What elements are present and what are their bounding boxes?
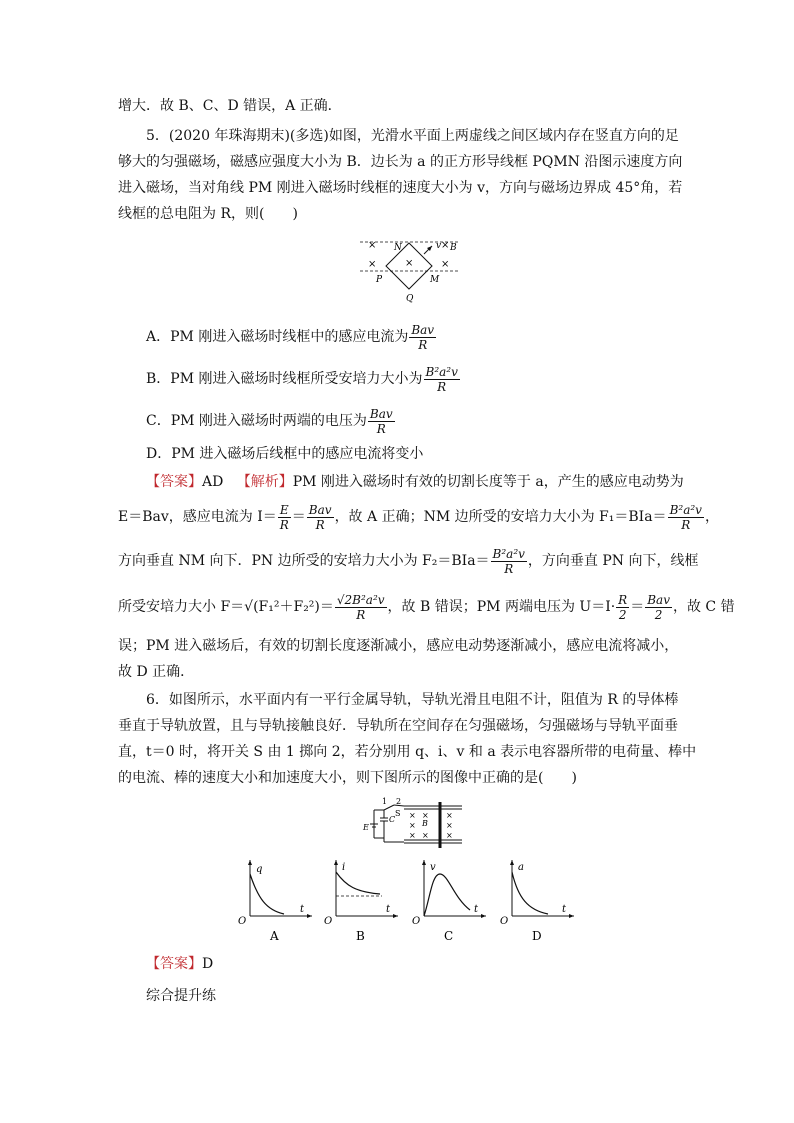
q5-analysis-line5: 误；PM 进入磁场后，有效的切割长度逐渐减小，感应电动势逐渐减小，感应电流将减小， bbox=[118, 638, 679, 654]
q5-fc-num: Bav bbox=[369, 406, 393, 421]
q6-circuit-cross-4: × bbox=[409, 821, 416, 830]
q6-graph-a-origin: O bbox=[238, 916, 247, 927]
q6-line4: 的电流、棒的速度大小和加速度大小，则下图所示的图像中正确的是( ) bbox=[118, 770, 577, 786]
q5-fig-label-n: N bbox=[394, 243, 402, 253]
q6-circuit-label-b: B bbox=[422, 819, 428, 828]
q6-graph-c bbox=[410, 858, 490, 942]
q5-answer: AD bbox=[202, 474, 224, 490]
q5-option-b-fraction bbox=[424, 365, 460, 394]
q5-fig-cross-2: × bbox=[368, 259, 377, 270]
intro-line: 增大．故 B、C、D 错误，A 正确． bbox=[118, 98, 342, 114]
q5-fa-den: R bbox=[418, 337, 428, 352]
q5-option-a bbox=[146, 320, 437, 354]
q5-option-b bbox=[146, 362, 461, 396]
q5-fig-cross-4: × bbox=[441, 240, 450, 251]
q5-f-b2a2v-r-1-num: B²a²v bbox=[669, 502, 702, 517]
q6-graph-a bbox=[236, 858, 316, 942]
q6-graph-d-origin: O bbox=[500, 916, 509, 927]
q5-f-sqrt bbox=[335, 593, 387, 622]
q5-a4d: ，故 C 错 bbox=[672, 599, 735, 615]
q5-answer-label: 【答案】 bbox=[146, 474, 202, 490]
q5-f-bav-r-num: Bav bbox=[308, 502, 332, 517]
q6-line3: 直，t＝0 时，将开关 S 由 1 掷向 2，若分别用 q、i、v 和 a 表示电容器所带的电荷量、棒中 bbox=[118, 744, 697, 760]
q5-f-r-2-num: R bbox=[618, 592, 628, 607]
q5-fig-cross-5: × bbox=[441, 259, 450, 270]
q6-line2: 垂直于导轨放置，且与导轨接触良好．导轨所在空间存在匀强磁场，匀强磁场与导轨平面垂 bbox=[118, 718, 678, 734]
q5-f-b2a2v-r-1-den: R bbox=[681, 517, 691, 532]
q6-line1: 6．如图所示，水平面内有一平行金属导轨，导轨光滑且电阻不计，阻值为 R 的导体棒 bbox=[146, 692, 679, 708]
q6-circuit-cross-1: × bbox=[409, 811, 416, 820]
q5-fig-label-m: M bbox=[430, 275, 440, 285]
q6-circuit-cross-5: × bbox=[446, 821, 453, 830]
q5-f-e-r-num: E bbox=[278, 503, 291, 518]
q5-analysis-label: 【解析】 bbox=[236, 474, 293, 490]
q6-circuit-label-s: S bbox=[395, 809, 401, 818]
q6-circuit-cross-2: × bbox=[422, 811, 429, 820]
q5-f-bav-2-den: 2 bbox=[654, 607, 663, 622]
q6-circuit-figure bbox=[362, 796, 464, 852]
q6-circuit-cross-6: × bbox=[409, 831, 416, 840]
q6-graph-b-origin: O bbox=[324, 916, 333, 927]
q5-f-b2a2v-r-2 bbox=[491, 547, 527, 576]
q5-a2d: ， bbox=[704, 509, 719, 525]
q6-graph-b-caption: B bbox=[356, 929, 365, 942]
q5-a4a: 所受安培力大小 F＝√(F₁²＋F₂²)＝ bbox=[118, 599, 334, 615]
q5-fig-label-p: P bbox=[376, 275, 383, 285]
q5-line4: 线框的总电阻为 R，则( ) bbox=[118, 206, 298, 222]
q5-f-e-r-den: R bbox=[279, 517, 289, 532]
q5-option-c bbox=[146, 404, 396, 438]
q5-answer-line bbox=[146, 472, 684, 492]
q6-graph-c-ylabel: v bbox=[430, 862, 436, 873]
q5-option-a-fraction bbox=[409, 323, 436, 352]
q5-fc-den: R bbox=[376, 421, 386, 436]
q6-graph-b bbox=[322, 858, 402, 942]
q5-line2: 够大的匀强磁场，磁感应强度大小为 B．边长为 a 的正方形导线框 PQMN 沿图示速度方向 bbox=[118, 154, 683, 170]
q5-fig-cross-3: × bbox=[405, 258, 414, 269]
q5-f-b2a2v-r-2-den: R bbox=[504, 561, 514, 576]
q6-graph-d-ylabel: a bbox=[518, 862, 524, 873]
q5-option-d: D．PM 进入磁场后线框中的感应电流将变小 bbox=[146, 446, 424, 462]
section-title: 综合提升练 bbox=[146, 988, 216, 1004]
q5-a2b: ＝ bbox=[291, 509, 306, 525]
q5-fig-label-b: B bbox=[450, 243, 457, 253]
q5-f-bav-2 bbox=[645, 593, 672, 622]
q6-answer: D bbox=[202, 956, 214, 972]
q6-graph-a-ylabel: q bbox=[256, 864, 263, 875]
q6-circuit-label-e: E bbox=[363, 823, 369, 832]
q6-graph-b-ylabel: i bbox=[342, 862, 346, 873]
q5-fig-label-v: v bbox=[436, 241, 442, 251]
q5-option-b-text: B．PM 刚进入磁场时线框所受安培力大小为 bbox=[146, 371, 423, 387]
q5-a4c: ＝ bbox=[630, 599, 645, 615]
q5-line1: 5．(2020 年珠海期末)(多选)如图，光滑水平面上两虚线之间区域内存在竖直方向的足 bbox=[146, 128, 679, 144]
q6-graph-d-caption: D bbox=[532, 929, 542, 942]
q6-graph-c-origin: O bbox=[412, 916, 421, 927]
q5-fa-num: Bav bbox=[411, 322, 435, 337]
q5-analysis-1: PM 刚进入磁场时有效的切割长度等于 a，产生的感应电动势为 bbox=[292, 474, 684, 490]
q5-option-c-text: C．PM 刚进入磁场时两端的电压为 bbox=[146, 413, 367, 429]
q6-answer-label: 【答案】 bbox=[146, 956, 202, 972]
q5-analysis-line3 bbox=[118, 544, 699, 578]
q6-graph-c-xlabel: t bbox=[474, 904, 479, 915]
q6-graph-d bbox=[498, 858, 578, 942]
q5-f-sqrt-den: R bbox=[356, 607, 366, 622]
q6-answer-line bbox=[146, 954, 213, 974]
q5-line3: 进入磁场，当对角线 PM 刚进入磁场时线框的速度大小为 v，方向与磁场边界成 45°角，若 bbox=[118, 180, 683, 196]
q5-a2c: ，故 A 正确；NM 边所受的安培力大小为 F₁＝BIa＝ bbox=[334, 509, 667, 525]
q5-f-b2a2v-r-1 bbox=[668, 503, 704, 532]
q5-fig-cross-1: × bbox=[368, 240, 377, 251]
q5-analysis-line2 bbox=[118, 500, 719, 534]
q6-circuit-label-c: C bbox=[389, 815, 396, 824]
q6-graph-a-caption: A bbox=[270, 929, 279, 942]
q5-f-bav-r-den: R bbox=[315, 517, 325, 532]
q5-fb-den: R bbox=[437, 379, 447, 394]
q6-circuit-cross-3: × bbox=[446, 811, 453, 820]
q5-f-bav-r bbox=[307, 503, 334, 532]
q5-option-a-text: A．PM 刚进入磁场时线框中的感应电流为 bbox=[146, 329, 409, 345]
q5-option-c-fraction bbox=[368, 407, 395, 436]
q5-f-r-2-den: 2 bbox=[618, 607, 627, 622]
q5-f-b2a2v-r-2-num: B²a²v bbox=[492, 546, 525, 561]
q6-circuit-cross-8: × bbox=[446, 831, 453, 840]
q5-figure bbox=[360, 230, 460, 304]
q5-f-bav-2-num: Bav bbox=[647, 592, 670, 607]
q5-f-e-r bbox=[278, 503, 291, 532]
q6-graph-b-xlabel: t bbox=[386, 904, 391, 915]
q5-analysis-line6: 故 D 正确． bbox=[118, 664, 195, 680]
q6-circuit-cross-7: × bbox=[422, 831, 429, 840]
q5-fig-label-q: Q bbox=[406, 294, 414, 304]
q5-analysis-line4 bbox=[118, 590, 735, 624]
q5-a2a: E＝Bav，感应电流为 I＝ bbox=[118, 509, 277, 525]
q6-circuit-label-2: 2 bbox=[396, 797, 402, 806]
q5-f-sqrt-num: √2B²a²v bbox=[336, 592, 385, 607]
q5-a3b: ，方向垂直 PN 向下，线框 bbox=[527, 553, 699, 569]
q5-a3a: 方向垂直 NM 向下．PN 边所受的安培力大小为 F₂＝BIa＝ bbox=[118, 553, 490, 569]
q6-graph-d-xlabel: t bbox=[562, 904, 567, 915]
q5-a4b: ，故 B 错误；PM 两端电压为 U＝I· bbox=[387, 599, 616, 615]
q6-graph-c-caption: C bbox=[444, 929, 454, 942]
q5-f-r-2 bbox=[616, 593, 629, 622]
q6-circuit-label-1: 1 bbox=[382, 797, 388, 806]
q6-graph-a-xlabel: t bbox=[300, 904, 305, 915]
q5-fb-num: B²a²v bbox=[425, 364, 458, 379]
